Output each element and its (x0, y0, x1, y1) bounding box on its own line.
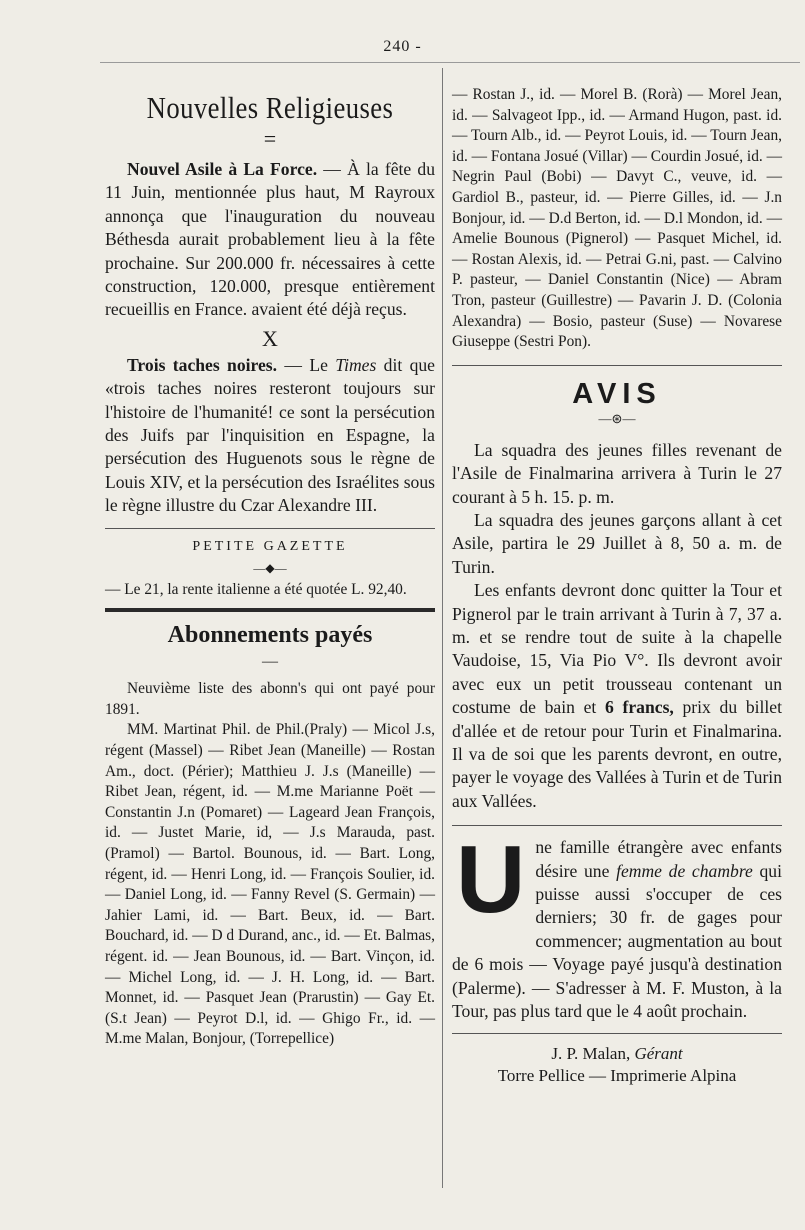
ornament-icon: —⊛— (598, 410, 636, 426)
section-rule (452, 1033, 782, 1034)
article-taches (105, 354, 435, 518)
separator-mark: X (262, 325, 278, 351)
ad-italic: femme de chambre (616, 860, 753, 881)
abonnements-intro: Neuvième liste des abonn's qui ont payé pour 1891. (105, 680, 435, 718)
article-asile (105, 158, 435, 322)
avis-text: prix du billet d'allée et de retour pour Turin et Finalmarina. Il va de soi que les parents devront, en outre, payer le voyage des Vallées à Turin et de Turin aux Vallées. (452, 697, 782, 811)
avis-paragraph-2: La squadra des jeunes garçons allant à cet Asile, partira le 29 Juillet à 8, 50 a. m. de Turin. (452, 509, 782, 577)
section-title-abonnements: Abonnements payés (167, 622, 373, 649)
gazette-title: PETITE GAZETTE (192, 538, 348, 554)
ad-text-part: qui puisse aussi s'occuper de ces derniers; 30 fr. de gages pour commencer; augmentation au bout de 6 mois — Voyage payé jusqu'à destination (Palerme). — S'adresser à M. F. Muston, à la Tour, pas plus tard que le 4 août prochain. (452, 860, 782, 1022)
title-dash: — (262, 653, 278, 671)
avis-paragraph-1: La squadra des jeunes filles revenant de l'Asile de Finalmarina arrivera à Turin le 27 courant à 5 h. 15. p. m. (452, 439, 782, 507)
ornament-icon: —◆— (253, 560, 287, 575)
article-italic: Times (335, 354, 377, 375)
avis-bold: 6 francs, (605, 697, 674, 718)
signature (452, 1044, 782, 1064)
abonnements-list-continued: — Rostan J., id. — Morel B. (Rorà) — Morel Jean, id. — Salvageot Ipp., id. — Armand Hugon, past. id. — Tourn Alb., id. — Peyrot Louis, id. — Tourn Jean, id. — Fontana Josué (Villar) — Courdin Josué, id. — Negrin Paul (Bobi) — Davyt C., veuve, id. — Gardiol B., pasteur, id. — Pierre Gilles, id. — J.n Bonjour, id. — D.d Berton, id. — D.l Mondon, id. — Amelie Bounous (Pignerol) — Pasquet Michel, id. — Rostan Alexis, id. — Petrai G.ni, past. — Calvino P. pasteur, — Daniel Constantin (Nice) — Abram Tron, pasteur (Guillestre) — Pavarin J. D. (Colonia Alexandra) — Bosio, pasteur (Suse) — Novarese Giuseppe (Sestri Pon). (452, 86, 782, 351)
article-text: — À la fête du 11 Juin, mentionnée plus haut, M Rayroux annonça que l'inauguration du nouveau Béthesda aurait probablement lieu à la fête prochaine. Sur 200.000 fr. nécessaires à cette construction, 120.000, presque entièrement recueillis en France. avaient été déjà reçus. (105, 159, 435, 320)
column-divider (442, 68, 443, 1188)
signature-name: J. P. Malan, (551, 1044, 631, 1064)
article-heading: Trois taches noires. (127, 354, 278, 375)
section-rule (105, 528, 435, 529)
abonnements-list: MM. Martinat Phil. de Phil.(Praly) — Micol J.s, régent (Massel) — Ribet Jean (Maneille) — Rostan Am., doct. (Périer); Matthieu J. J.s (Maneille) — Ribet Jean, régent, id. — M.me Marianne Poët — Constantin J.n (Pomaret) — Lageard Jean François, id. — Justet Marie, id, — J.s Marauda, past. (Pramol) — Bartol. Bounous, id. — Bart. Long, régent, id. — Henri Long, id. — François Soulier, id. — Daniel Long, id. — Fanny Revel (S. Germain) — Jahier Lami, id. — Bart. Beux, id. — Bart. Bouchard, id. — D d Durand, anc., id. — Et. Balmas, régent. id. — Jean Bounous, id. — Bart. Vinçon, id. — Michel Long, id. — J. H. Long, id. — Bart. Monnet, id. — Pasquet Jean (Prarustin) — Gay Et. (S.t Jean) — Peyrot D.l, id. — Ghigo Fr., id. — M.me Malan, Bonjour, (Torrepellice) (105, 721, 435, 1048)
avis-text: Les enfants devront donc quitter la Tour et Pignerol par le train arrivant à Turin à 7, 37 a. m. et se rendre tout de suite à la chapelle Vaudoise, 15, Via Pio V°. Ils devront avoir avec eux un petit trousseau contenant un costume de bain et (452, 580, 782, 718)
top-rule (100, 62, 800, 63)
article-text: dit que «trois taches noires resteront toujours sur l'histoire de l'humanité! ce sont la persécution des Juifs par l'inquisition en Espagne, la persécution des Huguenots sous le règne de Louis XIV, et la persécution des Israélites sous le règne illustre du Czar Alexandre III. (105, 354, 435, 516)
classified-ad (452, 826, 782, 1023)
article-heading: Nouvel Asile à La Force. (127, 159, 318, 179)
title-rule: = (263, 126, 277, 151)
imprint: Torre Pellice — Imprimerie Alpina (497, 1066, 737, 1086)
section-rule-thick (105, 608, 435, 612)
avis-title: AVIS (572, 377, 662, 410)
section-rule (452, 365, 782, 366)
left-column (105, 78, 435, 1050)
gazette-text: — Le 21, la rente italienne a été quotée L. 92,40. (105, 580, 407, 598)
section-title-nouvelles: Nouvelles Religieuses (146, 90, 394, 125)
signature-role: Gérant (634, 1044, 683, 1064)
page-number: 240 - (383, 38, 422, 55)
ad-text-part: ne famille étrangère avec enfants désire une (535, 837, 782, 881)
article-text: — Le (277, 354, 336, 375)
avis-paragraph-3 (452, 579, 782, 813)
right-column (452, 85, 782, 1086)
drop-cap: U (456, 826, 526, 934)
